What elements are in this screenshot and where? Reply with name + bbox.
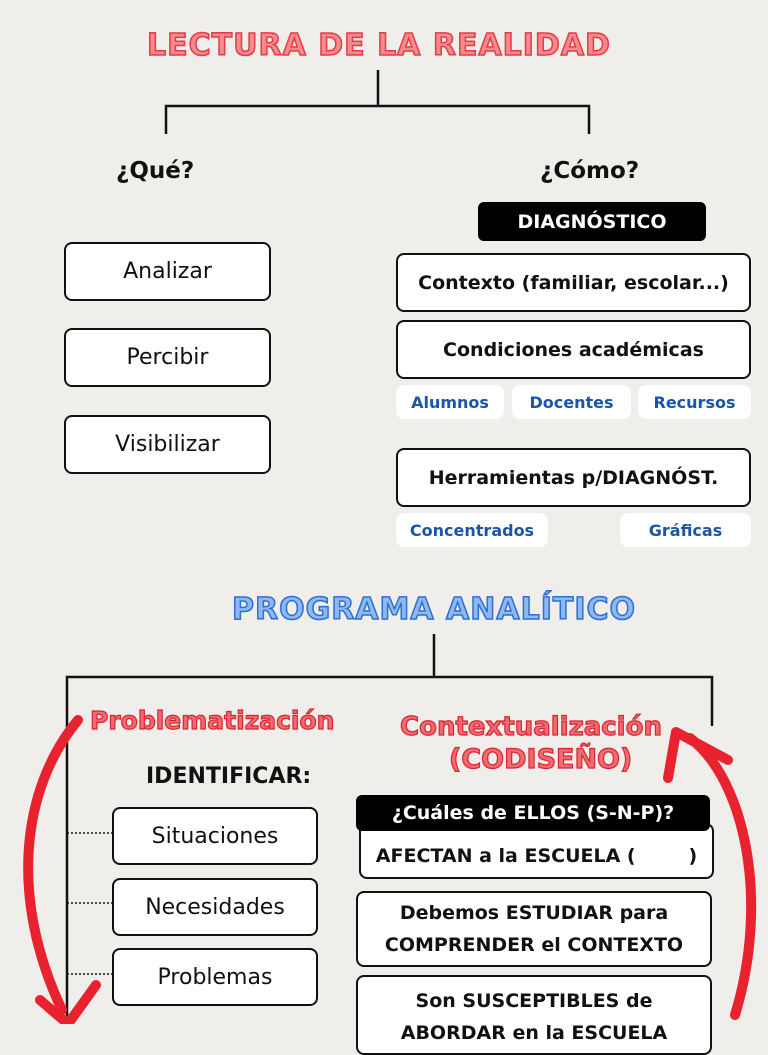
cuales-box (359, 823, 714, 879)
condiciones-box: Condiciones académicas (396, 320, 751, 379)
susceptibles-line-1: Son SUSCEPTIBLES de (415, 990, 653, 1012)
pill-recursos: Recursos (638, 385, 751, 419)
identificar-label: IDENTIFICAR: (146, 764, 312, 789)
identificar-item-situaciones: Situaciones (112, 807, 318, 865)
programa-title: PROGRAMA ANALÍTICO (231, 592, 636, 627)
estudiar-line-2: COMPRENDER el CONTEXTO (384, 934, 684, 956)
pill-graficas: Gráficas (620, 513, 751, 547)
susceptibles-box (356, 975, 712, 1055)
left-red-arrow (28, 720, 78, 1010)
pill-docentes: Docentes (512, 385, 631, 419)
dotted-connectors (67, 833, 112, 974)
que-item-analizar: Analizar (64, 242, 271, 301)
susceptibles-line-2: ABORDAR en la ESCUELA (400, 1022, 668, 1044)
que-label: ¿Qué? (116, 158, 195, 184)
problematizacion-label: Problematización (90, 706, 335, 735)
pill-concentrados: Concentrados (396, 513, 548, 547)
contexto-box: Contexto (familiar, escolar...) (396, 253, 751, 312)
como-label: ¿Cómo? (540, 158, 640, 184)
estudiar-box (356, 891, 712, 967)
pill-alumnos: Alumnos (396, 385, 504, 419)
estudiar-line-1: Debemos ESTUDIAR para (399, 902, 669, 924)
codiseno-label: (CODISEÑO) (449, 744, 633, 775)
cuales-body-text: AFECTAN a la ESCUELA ( ) (375, 845, 698, 867)
identificar-item-necesidades: Necesidades (112, 878, 318, 936)
identificar-item-problemas: Problemas (112, 948, 318, 1006)
diagnostico-badge: DIAGNÓSTICO (478, 202, 706, 241)
lectura-title: LECTURA DE LA REALIDAD (147, 28, 611, 63)
top-bracket (166, 70, 589, 134)
contextualizacion-label: Contextualización (400, 712, 662, 742)
que-item-visibilizar: Visibilizar (64, 415, 271, 474)
que-item-percibir: Percibir (64, 328, 271, 387)
herramientas-box: Herramientas p/DIAGNÓST. (396, 448, 751, 507)
cuales-header: ¿Cuáles de ELLOS (S-N-P)? (356, 795, 710, 831)
